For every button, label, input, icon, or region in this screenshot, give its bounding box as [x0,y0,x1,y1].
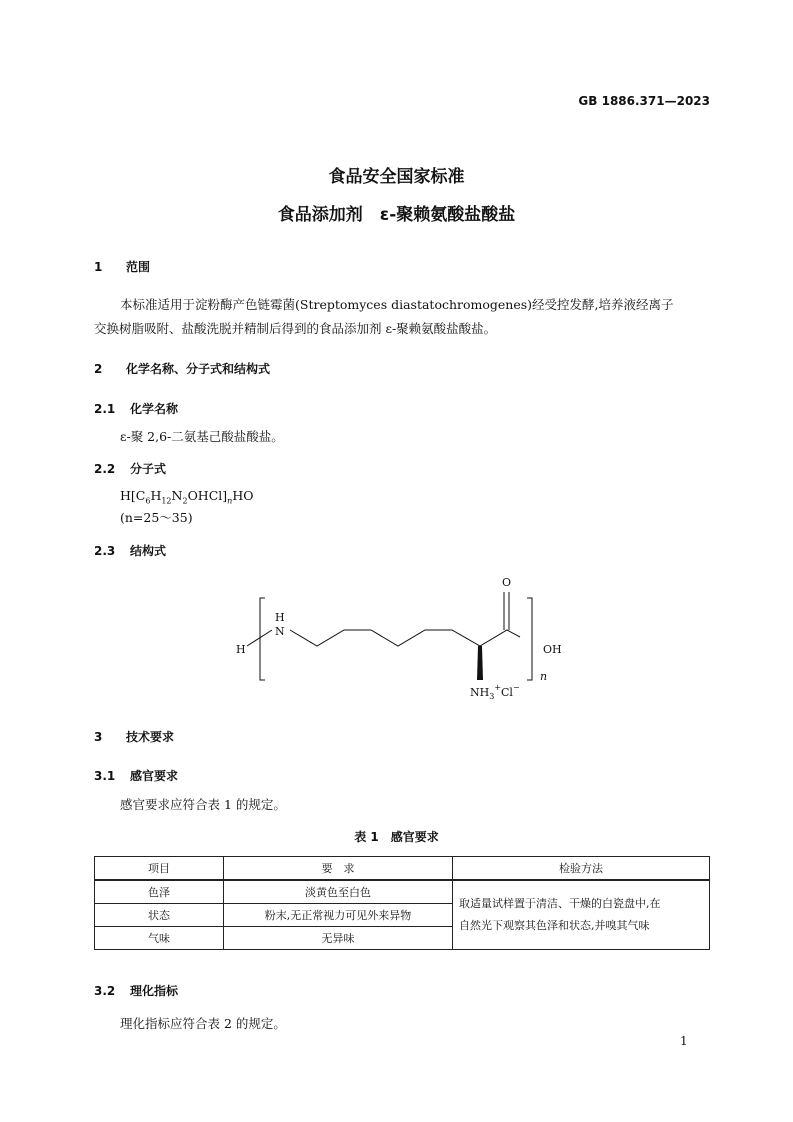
formula-part: N [171,488,183,503]
section-number: 3.2 [94,984,116,998]
standard-number: GB 1886.371—2023 [578,94,710,108]
h-atom-top: H [275,611,285,624]
n-atom: N [275,625,285,638]
section-2-3-heading [94,542,166,559]
oh-group: OH [543,643,562,656]
page-number: 1 [680,1034,688,1048]
section-number: 3.1 [94,769,116,783]
section-3-2-text: 理化指标应符合表 2 的规定。 [120,1016,286,1031]
formula-part: H[C [120,488,146,503]
section-3-heading [94,728,174,745]
table-header-row [95,857,710,881]
section-2-1-heading [94,400,178,417]
method-line: 取适量试样置于清洁、干燥的白瓷盘中,在 [459,897,661,910]
section-number: 1 [94,260,103,274]
section-1-para-line-1: 本标准适用于淀粉酶产色链霉菌(Streptomyces diastatochromogenes)经受控发酵,培养液经离子 [120,297,674,312]
table-1-caption: 表 1 感官要求 [354,830,439,844]
formula-part: H [150,488,162,503]
section-number: 2.1 [94,402,116,416]
section-title: 化学名称 [130,402,179,416]
table-cell: 无异味 [224,927,453,950]
chemical-name: ε-聚 2,6-二氨基己酸盐酸盐。 [120,429,284,444]
section-1-para-line-2: 交换树脂吸附、盐酸洗脱并精制后得到的食品添加剂 ε-聚赖氨酸盐酸盐。 [94,321,497,336]
formula-sub: 2 [182,496,188,506]
section-2-2-heading [94,460,166,477]
h-atom-left: H [236,643,246,656]
section-number: 2 [94,362,103,376]
formula-sub: 12 [161,496,172,506]
wedge-bond [477,646,483,680]
table-row [95,880,710,904]
section-number: 3 [94,730,103,744]
table-1 [94,856,710,950]
nh3-group: $NH_3^+Cl^-$ [470,683,520,701]
section-number: 2.3 [94,544,116,558]
table-cell: 粉末,无正常视力可见外来异物 [224,904,453,927]
section-3-1-heading [94,767,178,784]
structural-formula [220,570,580,705]
left-bracket [260,598,265,680]
section-title: 结构式 [130,544,167,558]
title-line-1: 食品安全国家标准 [328,167,465,187]
section-title: 化学名称、分子式和结构式 [126,362,271,376]
section-number: 2.2 [94,462,116,476]
method-line: 自然光下观察其色泽和状态,并嗅其气味 [459,919,650,932]
repeat-n: n [540,670,548,683]
section-2-heading [94,360,270,377]
column-header: 要 求 [224,857,453,881]
section-1-heading [94,258,150,275]
section-title: 范围 [126,260,151,274]
carbon-chain [290,630,520,646]
method-cell [453,880,710,950]
table-cell: 色泽 [95,880,224,904]
formula-part: OHCl] [187,488,228,503]
formula-part: HO [232,488,254,503]
section-title: 分子式 [130,462,167,476]
formula-sub: n [227,496,233,506]
table-cell: 气味 [95,927,224,950]
o-atom: O [502,576,512,589]
section-3-2-heading [94,982,178,999]
section-title: 技术要求 [126,730,175,744]
section-3-1-text: 感官要求应符合表 1 的规定。 [120,797,286,812]
right-bracket [527,598,532,680]
column-header: 检验方法 [453,857,710,881]
table-cell: 状态 [95,904,224,927]
degree-range: (n=25～35) [120,510,193,525]
formula-sub: 6 [145,496,151,506]
title-line-2: 食品添加剂 ε-聚赖氨酸盐酸盐 [277,205,516,225]
table-cell: 淡黄色至白色 [224,880,453,904]
section-title: 感官要求 [130,769,179,783]
section-title: 理化指标 [130,984,179,998]
column-header: 项目 [95,857,224,881]
